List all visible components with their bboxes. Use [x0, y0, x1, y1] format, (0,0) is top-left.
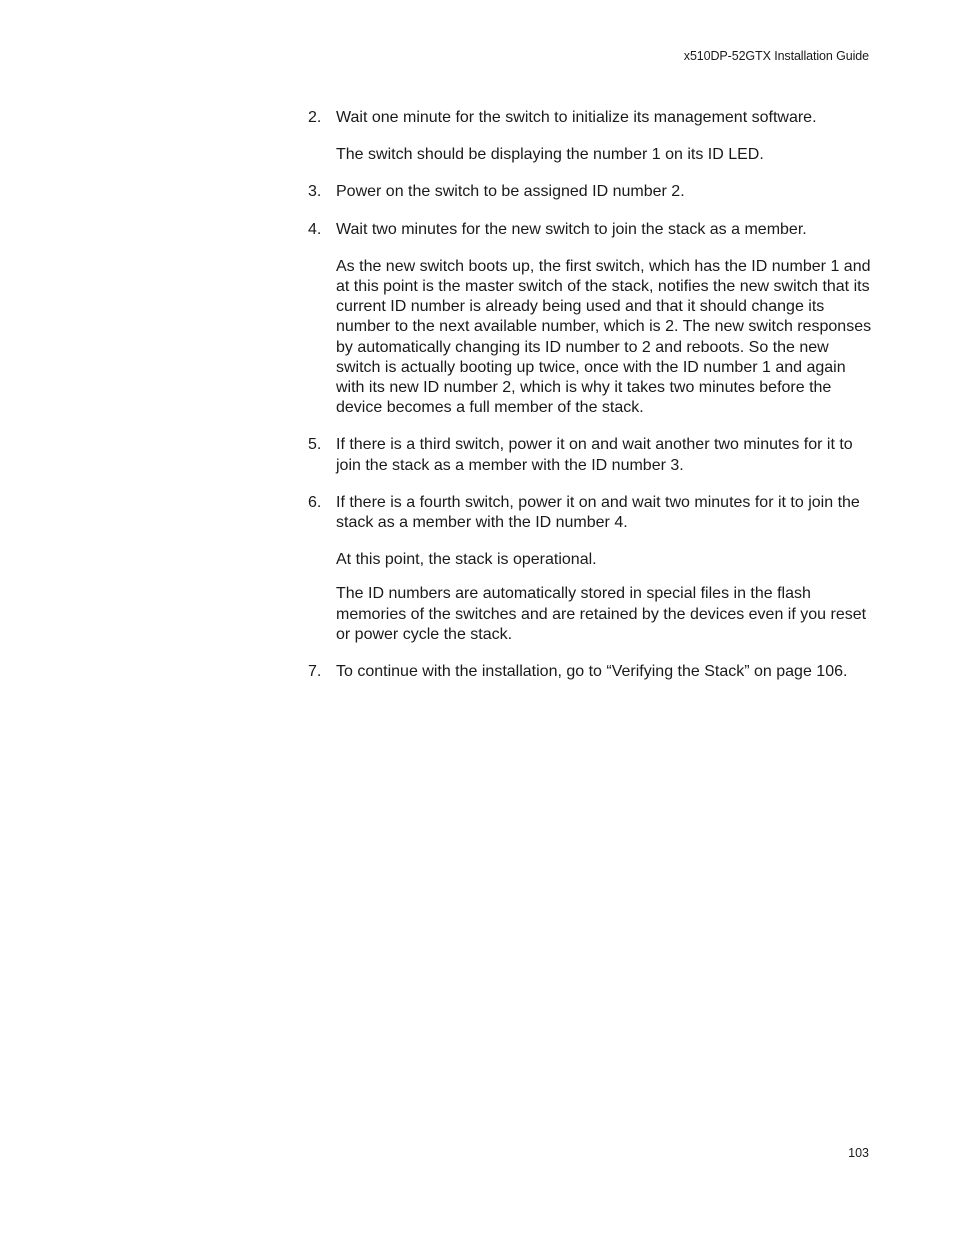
- step-text: If there is a fourth switch, power it on and wait two minutes for it to join the stack as a member with the ID number 4.: [336, 493, 860, 532]
- step-6-note: At this point, the stack is operational.: [336, 551, 597, 569]
- step-3: [308, 182, 873, 202]
- step-text: Wait one minute for the switch to initialize its management software.: [336, 109, 817, 126]
- document-body: [308, 108, 873, 699]
- step-text: Wait two minutes for the new switch to join the stack as a member.: [336, 220, 807, 238]
- step-text: If there is a third switch, power it on and wait another two minutes for it to join the stack as a member with the ID number 3.: [336, 436, 853, 474]
- step-6: [308, 493, 873, 533]
- step-number: 7.: [308, 663, 322, 681]
- step-4-explanation: As the new switch boots up, the first switch, which has the ID number 1 and at this point is the master switch of the stack, notifies the new switch that its current ID number is already being used and that it should change its number to the next available number, which is 2. The new switch responses by automatically changing its ID number to 2 and reboots. So the new switch is actually booting up twice, once with the ID number 1 and again with its new ID number 2, which is why it takes two minutes before the device becomes a full member of the stack.: [336, 257, 872, 417]
- step-number: 3.: [308, 183, 322, 201]
- step-number: 2.: [308, 109, 322, 126]
- page-number: 103: [848, 1146, 869, 1160]
- step-number: 6.: [308, 493, 322, 511]
- step-4: [308, 220, 873, 240]
- running-header-title: x510DP-52GTX Installation Guide: [683, 49, 869, 63]
- step-2-note: The switch should be displaying the number 1 on its ID LED.: [336, 146, 764, 164]
- step-6-storage-note: The ID numbers are automatically stored in special files in the flash memories of the switches and are retained by the devices even if you reset or power cycle the stack.: [336, 585, 867, 643]
- step-number: 4.: [308, 220, 322, 238]
- step-number: 5.: [308, 436, 322, 454]
- step-text: To continue with the installation, go to “Verifying the Stack” on page 106.: [336, 663, 848, 681]
- step-text: Power on the switch to be assigned ID number 2.: [336, 183, 685, 201]
- step-5: [308, 435, 873, 475]
- step-7: [308, 662, 873, 682]
- step-2: [308, 108, 873, 128]
